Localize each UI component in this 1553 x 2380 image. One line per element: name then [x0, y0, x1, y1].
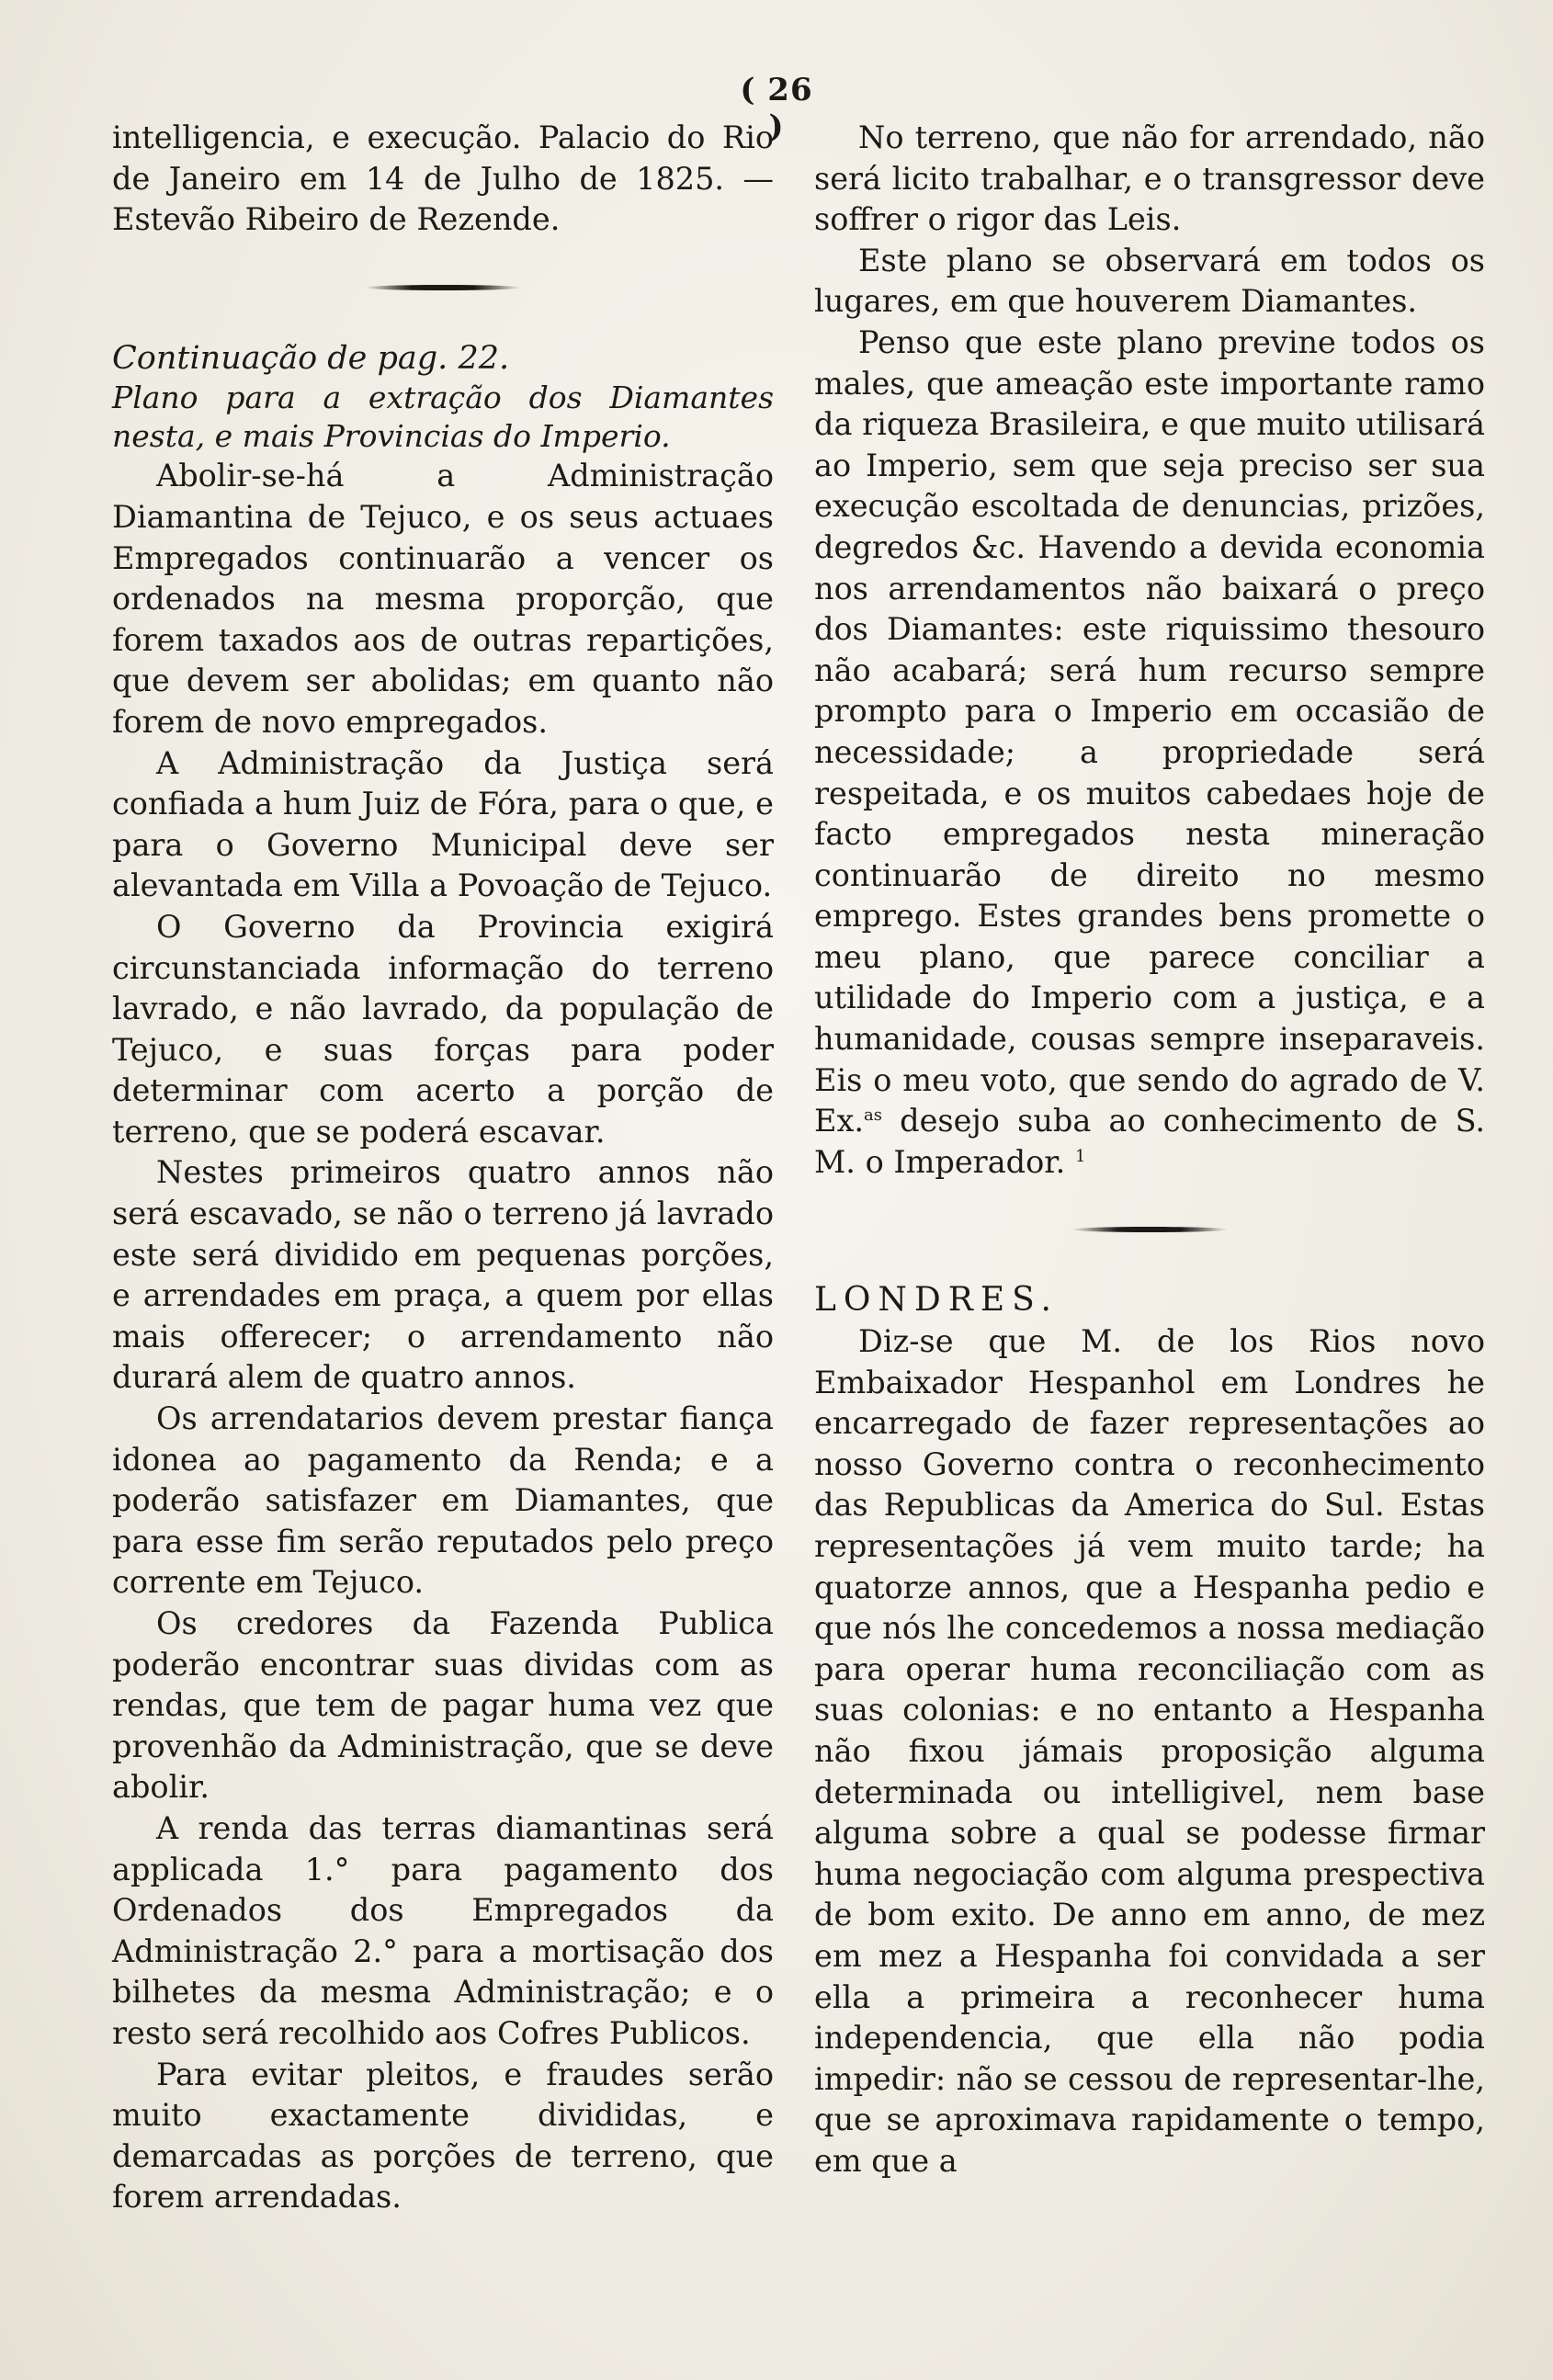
- section-divider: [1071, 1227, 1228, 1232]
- paragraph: Nestes primeiros quatro annos não será escavado, se não o terreno já lavrado este será dividido em pequenas porções, e arrendades em praça, a quem por ellas mais offerecer; o arrendamento não durará alem de quatro annos.: [112, 1154, 774, 1396]
- right-column: [814, 118, 1485, 2182]
- paragraph: Os arrendatarios devem prestar fiança idonea ao pagamento da Renda; e a poderão satisfazer em Diamantes, que para esse fim serão reputados pelo preço corrente em Tejuco.: [112, 1400, 774, 1601]
- left-column: [112, 118, 774, 2218]
- paragraph: Para evitar pleitos, e fraudes serão muito exactamente divididas, e demarcadas as porções de terreno, que forem arrendadas.: [112, 2056, 774, 2216]
- paragraph: O Governo da Provincia exigirá circunstanciada informação do terreno lavrado, e não lavrado, da população de Tejuco, e suas forças para poder determinar com acerto a porção de terreno, que se poderá escavar.: [112, 908, 774, 1150]
- superscript: as: [864, 1105, 882, 1126]
- paragraph: Este plano se observará em todos os lugares, em que houverem Diamantes.: [814, 242, 1485, 320]
- continuation-note: Continuação de pag. 22.: [112, 339, 510, 377]
- plan-title: Plano para a extração dos Diamantes nesta, e mais Provincias do Imperio.: [112, 380, 774, 455]
- intro-paragraph: intelligencia, e execução. Palacio do Rio de Janeiro em 14 de Julho de 1825. — Estevão Ribeiro de Rezende.: [112, 119, 774, 238]
- closing-tail: desejo suba ao conhecimento de S. M. o Imperador.: [814, 1103, 1485, 1180]
- section-divider: [365, 285, 521, 290]
- footnote-marker: 1: [1074, 1146, 1086, 1166]
- paragraph: No terreno, que não for arrendado, não será licito trabalhar, e o transgressor deve soffrer o rigor das Leis.: [814, 119, 1485, 238]
- paragraph: A renda das terras diamantinas será applicada 1.° para pagamento dos Ordenados dos Empregados da Administração 2.° para a mortisação dos bilhetes da mesma Administração; e o resto será recolhido aos Cofres Publicos.: [112, 1809, 774, 2051]
- london-paragraph: Diz-se que M. de los Rios novo Embaixador Hespanhol em Londres he encarregado de fazer representações ao nosso Governo contra o reconhecimento das Republicas da America do Sul. Estas representações já vem muito tarde; ha quatorze annos, que a Hespanha pedio e que nós lhe concedemos a nossa mediação para operar huma reconciliação com as suas colonias: e no entanto a Hespanha não fixou jámais proposição alguma determinada ou intelligivel, nem base alguma sobre a qual se podesse firmar huma negociação com alguma prespectiva de bom exito. De anno em anno, de mez em mez a Hespanha foi convidada a ser ella a primeira a reconhecer huma independencia, que ella não podia impedir: não se cessou de representar-lhe, que se aproximava rapidamente o tempo, em que a: [814, 1323, 1485, 2179]
- section-heading: LONDRES.: [814, 1281, 1059, 1320]
- closing-paragraph: [814, 323, 1485, 1183]
- page-number: ( 26 ): [740, 72, 813, 145]
- paragraph: A Administração da Justiça será confiada a hum Juiz de Fóra, para o que, e para o Governo Municipal deve ser alevantada em Villa a Povoação de Tejuco.: [112, 744, 774, 904]
- paragraph: Abolir-se-há a Administração Diamantina de Tejuco, e os seus actuaes Empregados continuarão a vencer os ordenados na mesma proporção, que forem taxados aos de outras repartições, que devem ser abolidas; em quanto não forem de novo empregados.: [112, 458, 774, 740]
- paragraph: Os credores da Fazenda Publica poderão encontrar suas dividas com as rendas, que tem de pagar huma vez que provenhão da Administração, que se deve abolir.: [112, 1605, 774, 1806]
- closing-text: Penso que este plano previne todos os males, que ameação este importante ramo da riqueza Brasileira, e que muito utilisará ao Imperio, sem que seja preciso ser sua execução escoltada de denuncias, prizões, degredos &c. Havendo a devida economia nos arrendamentos não baixará o preço dos Diamantes: este riquissimo thesouro não acabará; será hum recurso sempre prompto para o Imperio em occasião de necessidade; a propriedade será respeitada, e os muitos cabedaes hoje de facto empregados nesta mineração continuarão de direito no mesmo emprego. Estes grandes bens promette o meu plano, que parece conciliar a utilidade do Imperio com a justiça, e a humanidade, cousas sempre inseparaveis. Eis o meu voto, que sendo do agrado de V. Ex.: [814, 323, 1485, 1139]
